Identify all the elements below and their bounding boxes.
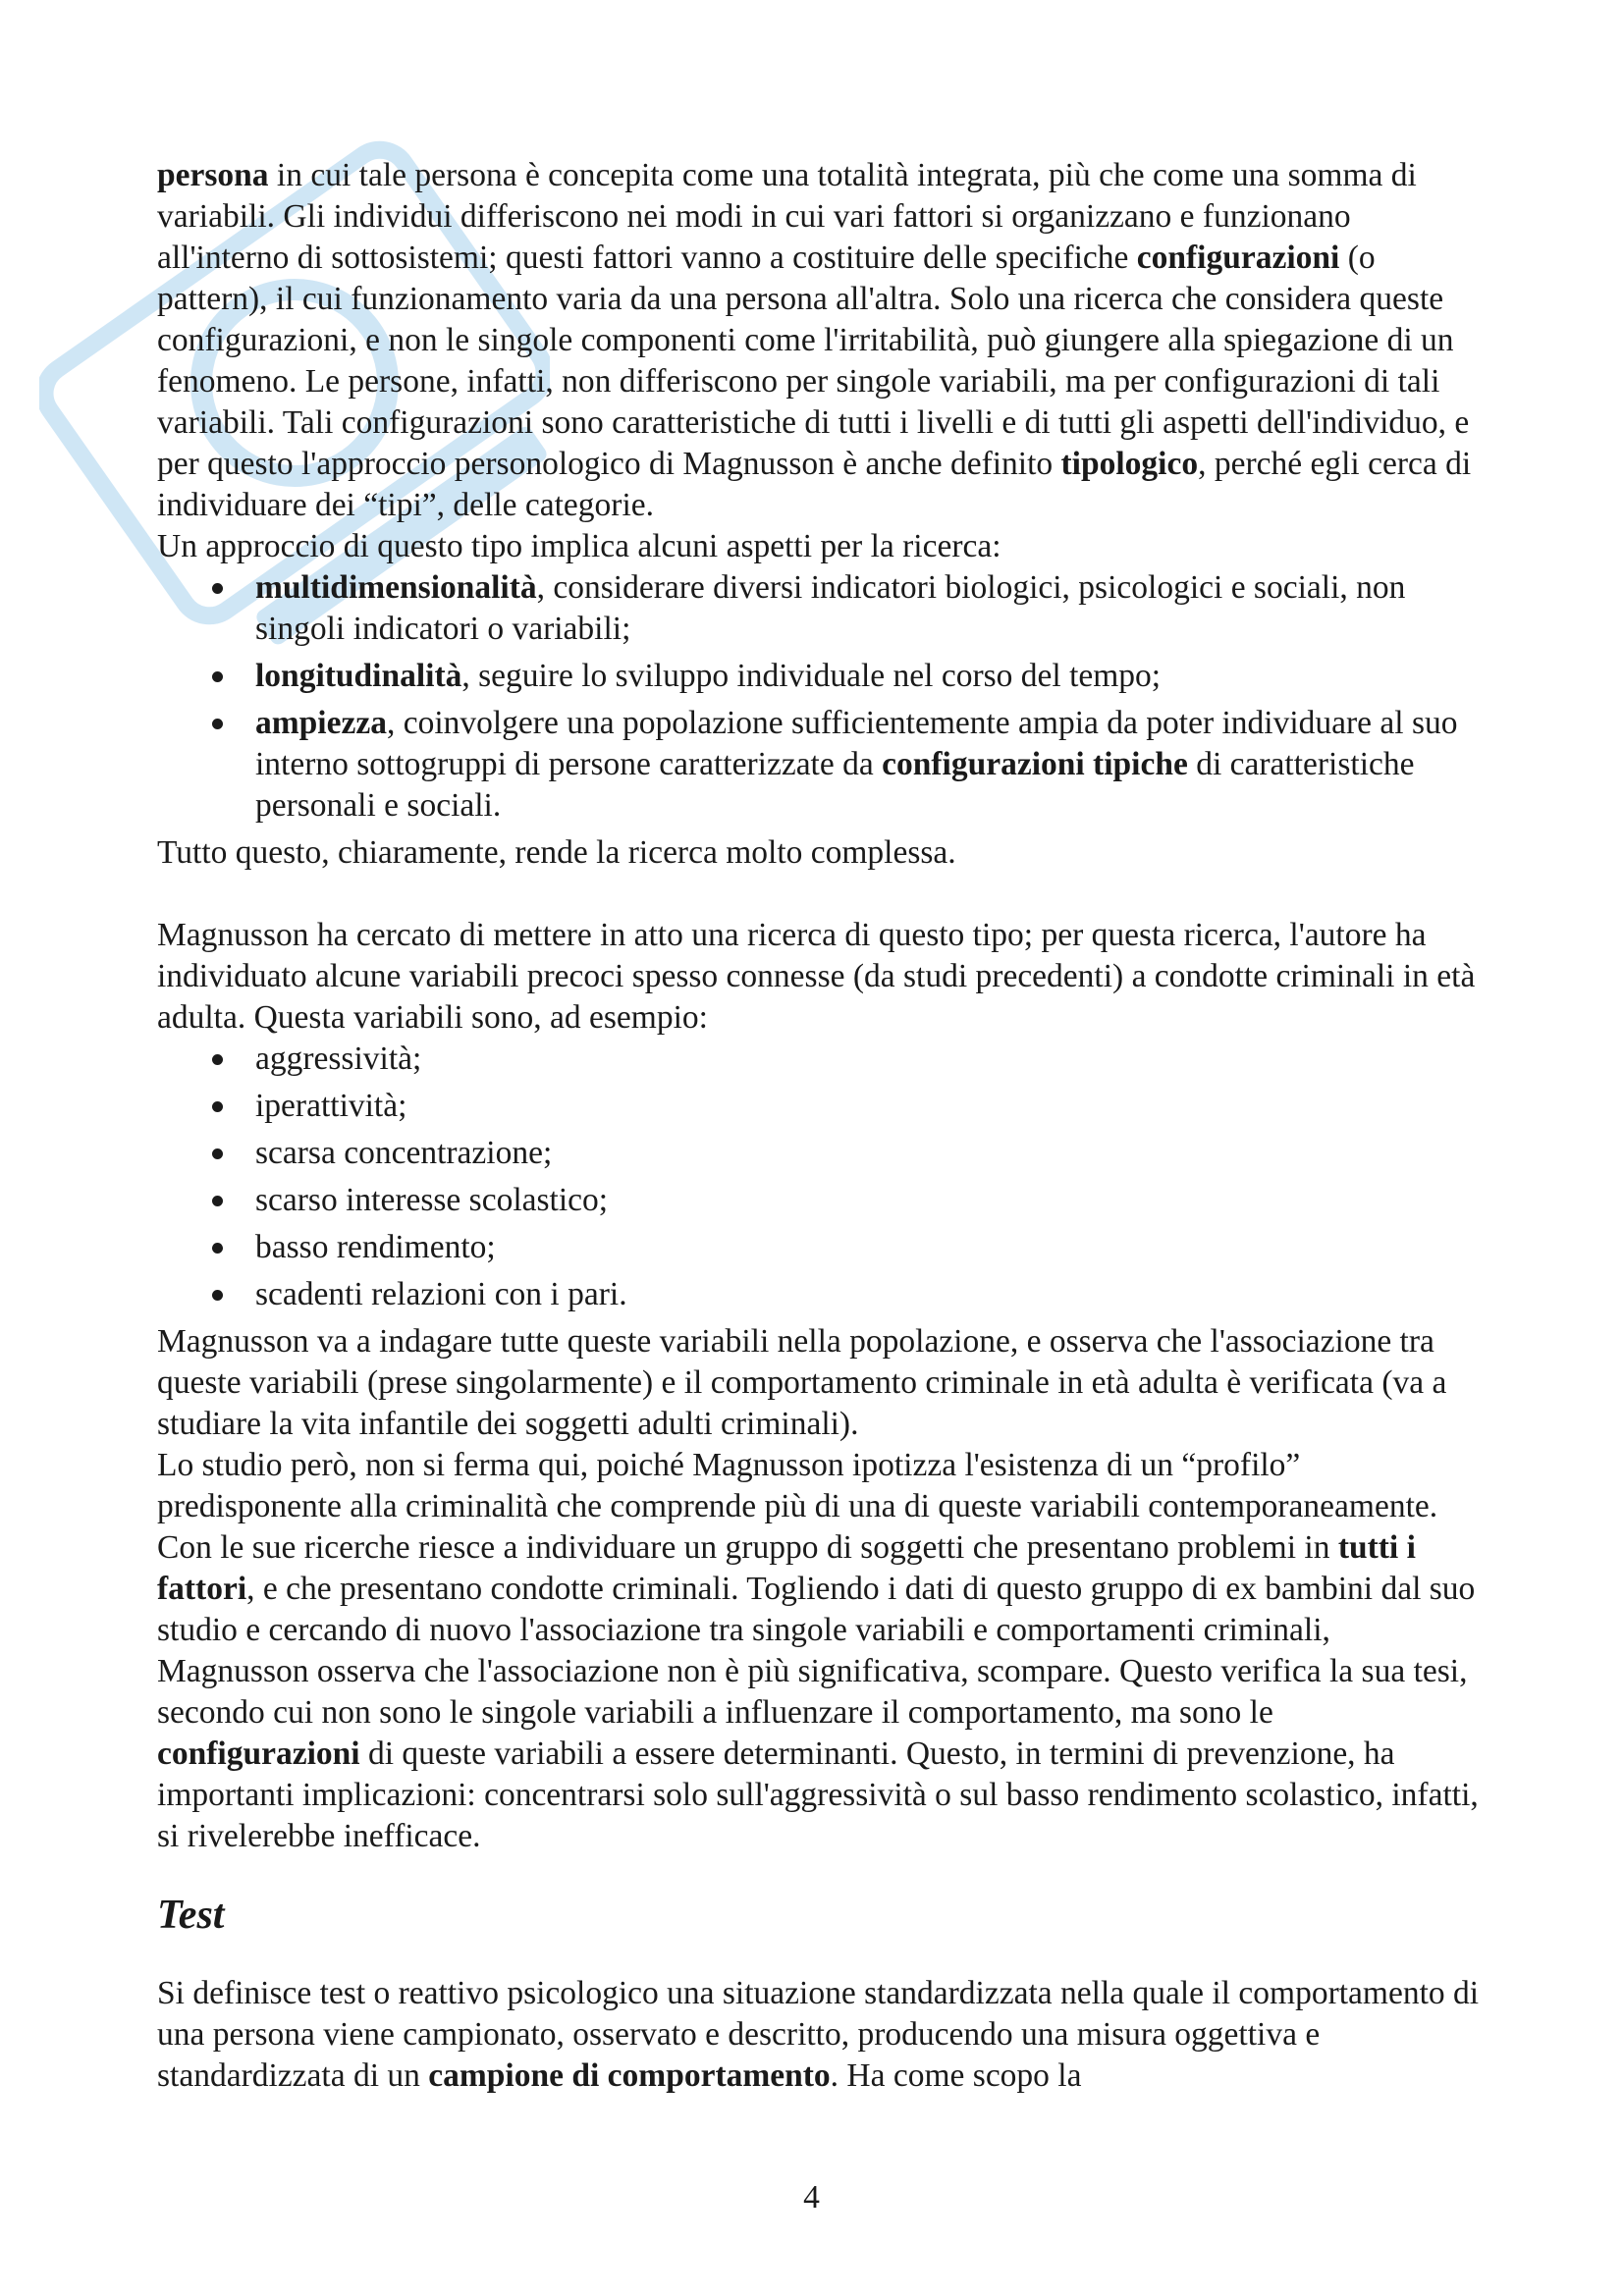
list-item bbox=[255, 656, 1483, 697]
bold-term: configurazioni bbox=[157, 1735, 360, 1772]
list-item: aggressività; bbox=[255, 1039, 1483, 1080]
paragraph-text: Lo studio però, non si ferma qui, poiché Magnusson ipotizza l'esistenza di un “profilo” predisponente alla criminalità che comprende più di una di queste variabili contemporaneamente. Con le sue ricerche riesce a individuare un gruppo di soggetti che presentano problemi in bbox=[157, 1447, 1438, 1566]
paragraph-text: , e che presentano condotte criminali. Togliendo i dati di questo gruppo di ex bambini dal suo studio e cercando di nuovo l'associazione tra singole variabili e comportamenti criminali, Magnusson osserva che l'associazione non è più significativa, scompare. Questo verifica la sua tesi, secondo cui non sono le singole variabili a influenzare il comportamento, ma sono le bbox=[157, 1571, 1476, 1731]
bold-term: ampiezza bbox=[255, 705, 387, 741]
list-item: scadenti relazioni con i pari. bbox=[255, 1274, 1483, 1315]
variables-list bbox=[157, 1039, 1483, 1315]
paragraph-gap bbox=[157, 874, 1483, 915]
bold-term: tipologico bbox=[1060, 446, 1199, 482]
paragraph-profile bbox=[157, 1445, 1483, 1857]
bold-term: longitudinalità bbox=[255, 658, 462, 694]
list-item bbox=[255, 703, 1483, 827]
aspects-list bbox=[157, 567, 1483, 827]
list-item: scarso interesse scolastico; bbox=[255, 1180, 1483, 1221]
list-item-text: , considerare diversi indicatori biologici, psicologici e sociali, non singoli indicatori o variabili; bbox=[255, 569, 1406, 647]
section-heading: Test bbox=[157, 1893, 225, 1938]
list-item-text: , coinvolgere una popolazione sufficientemente ampia da poter individuare al suo interno sottogruppi di persone caratterizzate da bbox=[255, 705, 1458, 782]
paragraph-association: Magnusson va a indagare tutte queste variabili nella popolazione, e osserva che l'associazione tra queste variabili (prese singolarmente) e il comportamento criminale in età adulta è verificata (va a studiare la vita infantile dei soggetti adulti criminali). bbox=[157, 1323, 1447, 1442]
bold-term: persona bbox=[157, 157, 269, 193]
paragraph-test-definition bbox=[157, 1973, 1483, 2097]
list-item bbox=[255, 567, 1483, 650]
paragraph-text: . Ha come scopo la bbox=[830, 2057, 1082, 2094]
bold-term: tutti i fattori bbox=[157, 1529, 1416, 1607]
bold-term: multidimensionalità bbox=[255, 569, 537, 606]
bold-term: configurazioni bbox=[1136, 240, 1340, 276]
bold-term: campione di comportamento bbox=[428, 2057, 831, 2094]
paragraph-text: (o pattern), il cui funzionamento varia da una persona all'altra. Solo una ricerca che considera queste configurazioni, e non le singole componenti come l'irritabilità, può giungere alla spiegazione di un fenomeno. Le persone, infatti, non differiscono per singole variabili, ma per configurazioni di tali variabili. Tali configurazioni sono caratteristiche di tutti i livelli e di tutti gli aspetti dell'individuo, e per questo l'approccio personologico di Magnusson è anche definito bbox=[157, 240, 1470, 482]
list-item: scarsa concentrazione; bbox=[255, 1133, 1483, 1174]
paragraph-text: Si definisce test o reattivo psicologico una situazione standardizzata nella quale il comportamento di una persona viene campionato, osservato e descritto, producendo una misura oggettiva e standardizzata di un bbox=[157, 1975, 1480, 2094]
paragraph-complexity: Tutto questo, chiaramente, rende la ricerca molto complessa. bbox=[157, 834, 956, 871]
paragraph-text: in cui tale persona è concepita come una totalità integrata, più che come una somma di variabili. Gli individui differiscono nei modi in cui vari fattori si organizzano e funzionano all'interno di sottosistemi; questi fattori vanno a costituire delle specifiche bbox=[157, 157, 1417, 276]
list-item: iperattività; bbox=[255, 1086, 1483, 1127]
paragraph-persona bbox=[157, 155, 1483, 526]
list-item-text: di caratteristiche personali e sociali. bbox=[255, 746, 1415, 824]
paragraph-text: di queste variabili a essere determinanti. Questo, in termini di prevenzione, ha importanti implicazioni: concentrarsi solo sull'aggressività o sul basso rendimento scolastico, infatti, si rivelerebbe inefficace. bbox=[157, 1735, 1479, 1854]
list-item-text: , seguire lo sviluppo individuale nel corso del tempo; bbox=[461, 658, 1162, 694]
paragraph-magnusson-research: Magnusson ha cercato di mettere in atto una ricerca di questo tipo; per questa ricerca, l'autore ha individuato alcune variabili precoci spesso connesse (da studi precedenti) a condotte criminali in età adulta. Questa variabili sono, ad esempio: bbox=[157, 917, 1476, 1036]
page-number: 4 bbox=[803, 2179, 820, 2216]
list-item: basso rendimento; bbox=[255, 1227, 1483, 1268]
document-body bbox=[157, 155, 1483, 2097]
bold-term: configurazioni tipiche bbox=[882, 746, 1188, 782]
list-intro: Un approccio di questo tipo implica alcuni aspetti per la ricerca: bbox=[157, 528, 1001, 564]
paragraph-text: , perché egli cerca di individuare dei “tipi”, delle categorie. bbox=[157, 446, 1472, 523]
